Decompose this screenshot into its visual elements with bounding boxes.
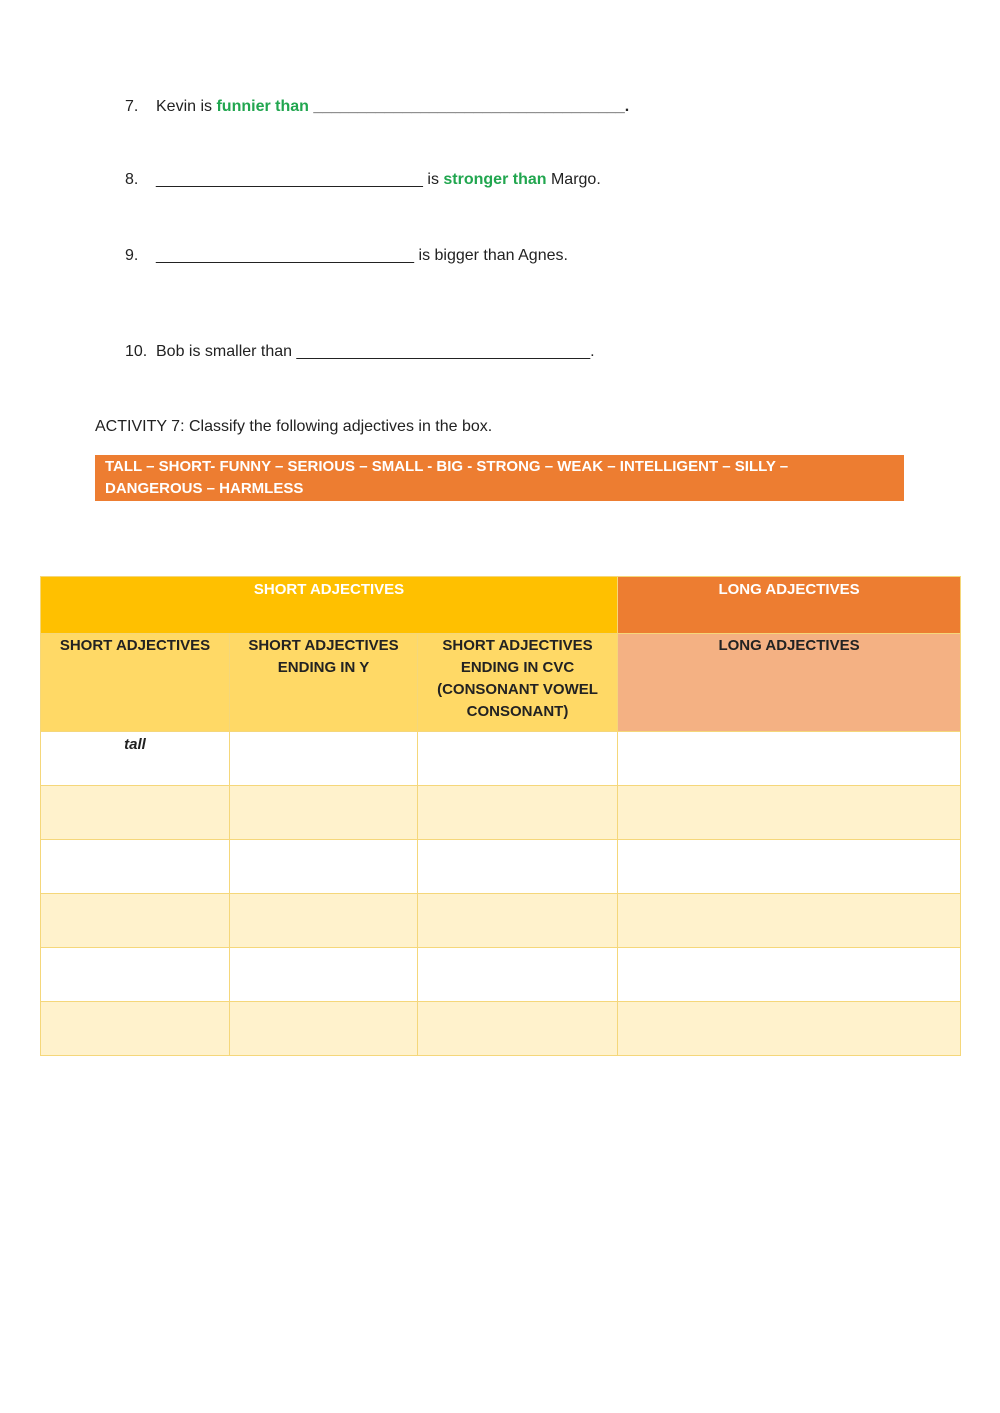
word-bank-line: DANGEROUS – HARMLESS (105, 480, 304, 497)
column-header: LONG ADJECTIVES (618, 634, 961, 732)
classification-table (40, 576, 961, 1056)
question-number: 10. (125, 343, 148, 360)
question-text: is (422, 171, 444, 188)
table-cell[interactable] (418, 732, 618, 786)
table-column-header (41, 634, 961, 732)
comparative-highlight: funnier than (216, 98, 309, 115)
comparative-highlight: stronger than (443, 171, 547, 188)
table-cell[interactable] (618, 948, 961, 1002)
answer-blank[interactable]: ______________________________ (156, 171, 423, 188)
question-number: 8. (125, 171, 139, 188)
table-cell[interactable] (230, 948, 418, 1002)
table-cell[interactable] (41, 840, 230, 894)
table-row (41, 1002, 961, 1056)
table-group-header (41, 577, 961, 634)
table-row (41, 840, 961, 894)
table-cell[interactable] (230, 840, 418, 894)
question-number: 7. (125, 98, 139, 115)
table-cell[interactable] (230, 894, 418, 948)
word-bank-line: TALL – SHORT- FUNNY – SERIOUS – SMALL - BIG - STRONG – WEAK – INTELLIGENT – SILLY – (105, 458, 789, 475)
table-cell[interactable] (618, 1002, 961, 1056)
answer-blank[interactable]: _____________________________ (156, 247, 415, 264)
table-cell-example[interactable]: tall (41, 732, 230, 786)
column-header: SHORT ADJECTIVES (41, 634, 230, 732)
question-text: Kevin is (156, 98, 217, 115)
table-cell[interactable] (418, 894, 618, 948)
question-number: 9. (125, 247, 139, 264)
table-cell[interactable] (418, 786, 618, 840)
answer-blank[interactable]: ___________________________________. (308, 98, 630, 115)
table-cell[interactable] (418, 1002, 618, 1056)
word-bank (95, 455, 904, 501)
group-header-short: SHORT ADJECTIVES (41, 577, 618, 634)
table-row (41, 948, 961, 1002)
table-cell[interactable] (41, 894, 230, 948)
table-row (41, 732, 961, 786)
question-text: Margo. (546, 171, 601, 188)
table-cell[interactable] (618, 894, 961, 948)
question-text: . (590, 343, 595, 360)
table-cell[interactable] (618, 786, 961, 840)
table-cell[interactable] (618, 840, 961, 894)
table-cell[interactable] (418, 840, 618, 894)
group-header-long: LONG ADJECTIVES (618, 577, 961, 634)
question-text: Bob is smaller than (156, 343, 297, 360)
question-text: is bigger than Agnes. (414, 247, 568, 264)
table-cell[interactable] (618, 732, 961, 786)
question-10 (125, 342, 595, 362)
column-header: SHORT ADJECTIVES ENDING IN Y (230, 634, 418, 732)
table-row (41, 786, 961, 840)
question-7 (125, 97, 629, 117)
question-8 (125, 170, 601, 190)
table-cell[interactable] (230, 1002, 418, 1056)
table-cell[interactable] (230, 732, 418, 786)
answer-blank[interactable]: _________________________________ (296, 343, 591, 360)
activity-title: ACTIVITY 7: Classify the following adjectives in the box. (95, 418, 493, 435)
question-9 (125, 246, 568, 266)
table-cell[interactable] (230, 786, 418, 840)
table-cell[interactable] (418, 948, 618, 1002)
table-cell[interactable] (41, 948, 230, 1002)
column-header: SHORT ADJECTIVES ENDING IN CVC (CONSONANT VOWEL CONSONANT) (418, 634, 618, 732)
table-cell[interactable] (41, 786, 230, 840)
table-cell[interactable] (41, 1002, 230, 1056)
table-row (41, 894, 961, 948)
